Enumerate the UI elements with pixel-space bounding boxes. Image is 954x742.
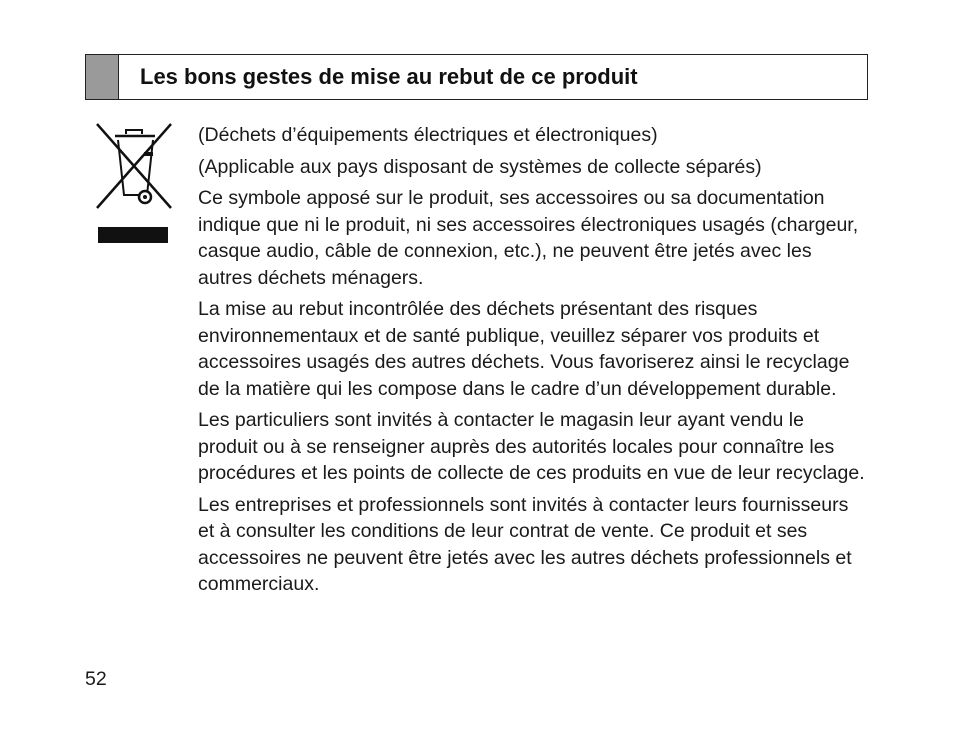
header-tab-marker xyxy=(86,55,119,99)
paragraph-applicability: (Applicable aux pays disposant de systèmes de collecte séparés) xyxy=(198,155,762,178)
paragraph-uncontrolled-disposal: La mise au rebut incontrôlée des déchets présentant des risques environnementaux et de santé publique, veuillez séparer vos produits et accessoires usagés des autres déchets. Vous favoriserez ainsi le recyclage de la matière qui les compose dans le cadre d’un développement durable. xyxy=(198,298,850,400)
crossed-out-wheeled-bin-icon xyxy=(95,122,173,214)
paragraph-individuals: Les particuliers sont invités à contacter le magasin leur ayant vendu le produit ou à se renseigner auprès des autorités locales pour connaître les procédures et les points de collecte de ces produits en vue de leur recyclage. xyxy=(198,409,865,484)
paragraph-weee-title: (Déchets d’équipements électriques et électroniques) xyxy=(198,124,658,146)
paragraph-businesses: Les entreprises et professionnels sont invités à contacter leurs fournisseurs et à consulter les conditions de leur contrat de vente. Ce produit et ses accessoires ne peuvent être jetés avec les autres déchets professionnels et commerciaux. xyxy=(198,493,852,595)
body-text xyxy=(198,122,868,603)
section-header xyxy=(85,54,868,100)
section-title: Les bons gestes de mise au rebut de ce produit xyxy=(140,64,638,89)
page-number: 52 xyxy=(85,668,107,690)
weee-black-bar xyxy=(98,227,168,243)
paragraph-symbol-meaning: Ce symbole apposé sur le produit, ses accessoires ou sa documentation indique que ni le produit, ni ses accessoires électroniques usagés (chargeur, casque audio, câble de connexion, etc.), ne peuvent être jetés avec les autres déchets ménagers. xyxy=(198,187,859,289)
